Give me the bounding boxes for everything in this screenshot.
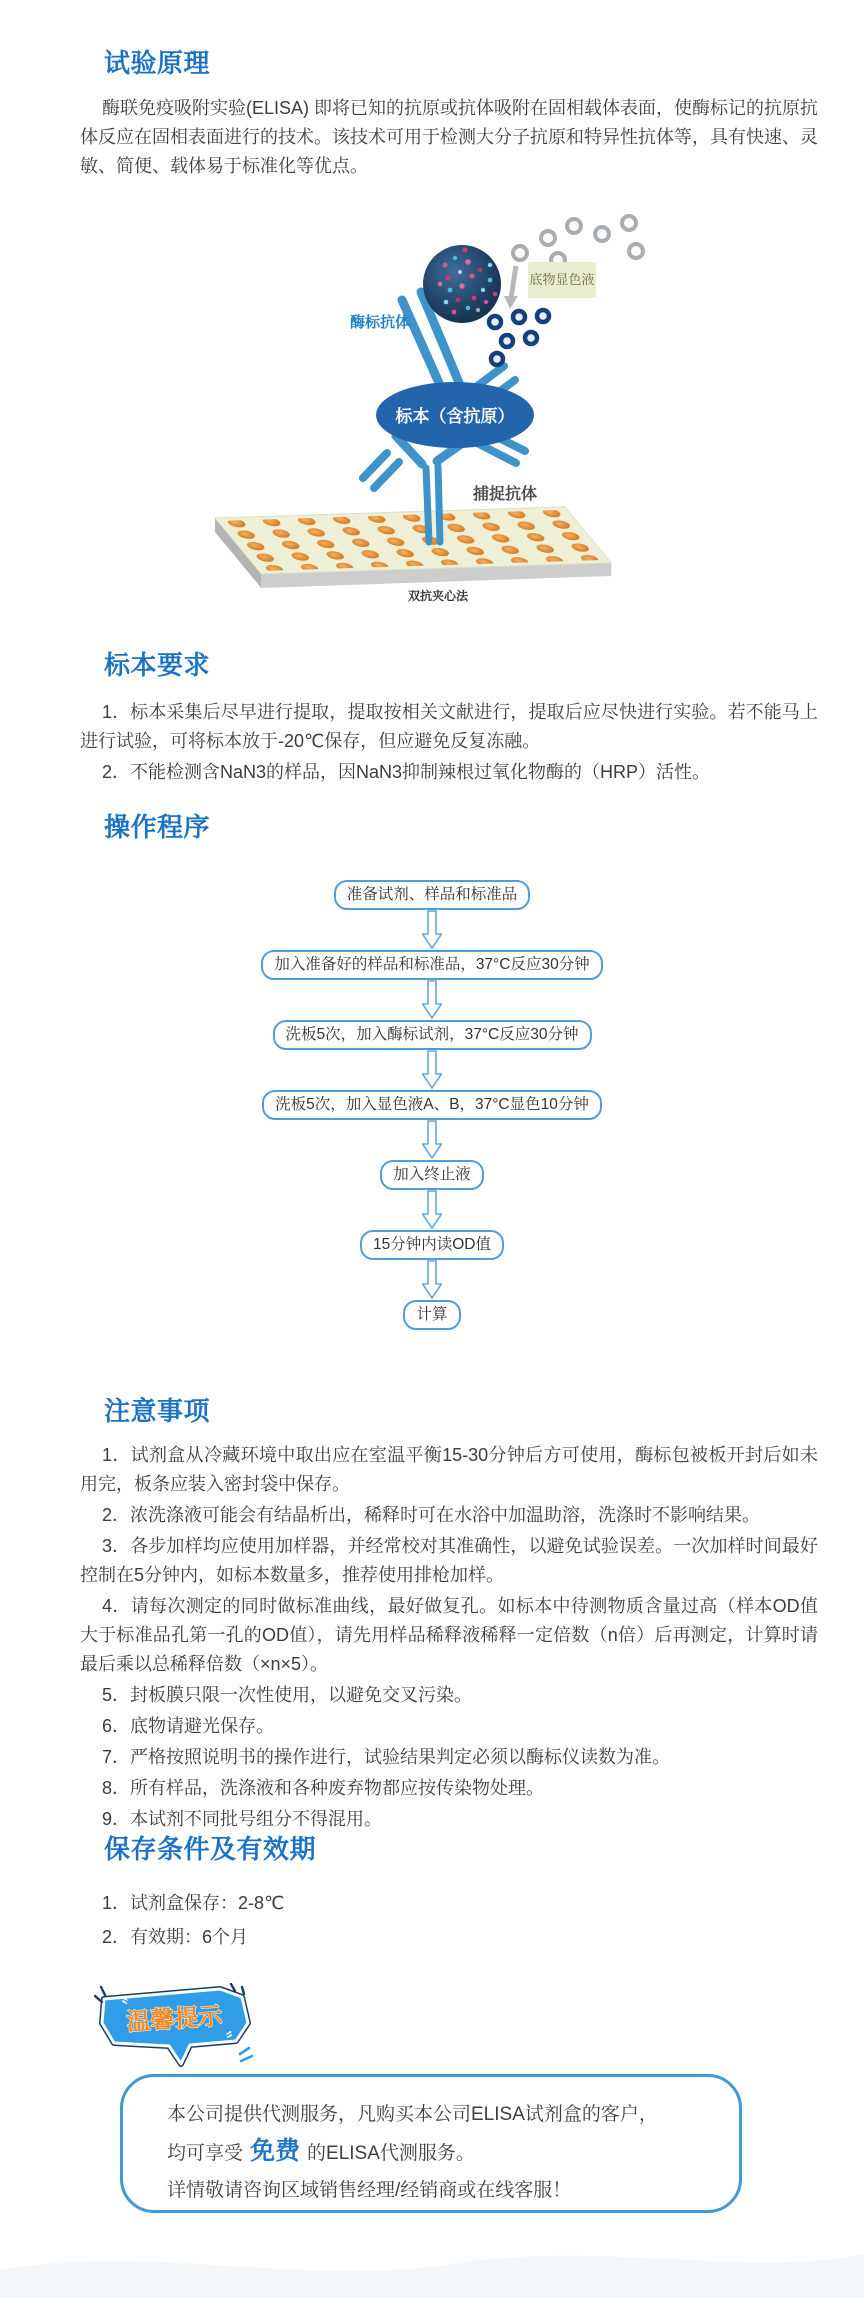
section-heading-storage: 保存条件及有效期: [104, 1834, 317, 1864]
precaution-item: 6．底物请避光保存。: [102, 1716, 275, 1736]
storage-item: 1．试剂盒保存：2-8℃: [102, 1893, 285, 1913]
flow-arrow-down-icon: [422, 1260, 442, 1300]
principle-text: 酶联免疫吸附实验(ELISA) 即将已知的抗原或抗体吸附在固相载体表面，使酶标记的抗原抗体反应在固相表面进行的技术。该技术可用于检测大分子抗原和特异性抗体等，具有快速、灵敏、简便、载体易于标准化等优点。: [80, 98, 819, 176]
microplate: [215, 507, 611, 588]
substrate-label-box: [528, 262, 596, 298]
substrate-arrow-icon: [504, 266, 518, 309]
flow-step: 准备试剂、样品和标准品: [334, 880, 531, 910]
flow-arrow-down-icon: [422, 1050, 442, 1090]
service-line-2-post: 的ELISA代测服务。: [307, 2143, 475, 2164]
section-heading-procedure: 操作程序: [104, 812, 211, 842]
substrate-label: 底物显色液: [529, 272, 595, 287]
warm-tips-badge-label: 温馨提示: [125, 2002, 224, 2037]
precaution-item: 7．严格按照说明书的操作进行，试验结果判定必须以酶标仪读数为准。: [102, 1747, 671, 1767]
capture-antibody-label: 捕捉抗体: [473, 486, 538, 503]
flow-arrow-down-icon: [422, 980, 442, 1020]
service-line-3: 详情敬请咨询区域销售经理/经销商或在线客服！: [167, 2180, 572, 2201]
flow-step: 洗板5次，加入显色液A、B，37°C显色10分钟: [262, 1090, 602, 1120]
flow-arrow-down-icon: [422, 1190, 442, 1230]
storage-item: 2．有效期：6个月: [102, 1927, 249, 1947]
substrate-particles-icon: [513, 216, 643, 267]
free-highlight: 免费: [250, 2137, 301, 2165]
enzyme-antibody-label: 酶标抗体: [350, 314, 411, 331]
section-heading-principle: 试验原理: [104, 48, 211, 78]
precautions-list: [80, 1441, 818, 1836]
diagram-caption: 双抗夹心法: [407, 589, 469, 603]
specimen-item: 1．标本采集后尽早进行提取，提取按相关文献进行，提取后应尽快进行实验。若不能马上进行试验，可将标本放于-20℃保存，但应避免反复冻融。: [80, 702, 818, 751]
precaution-item: 1．试剂盒从冷藏环境中取出应在室温平衡15-30分钟后方可使用，酶标包被板开封后如未用完，板条应装入密封袋中保存。: [80, 1445, 818, 1494]
storage-list: [80, 1886, 780, 1954]
precaution-item: 9．本试剂不同批号组分不得混用。: [102, 1809, 383, 1829]
service-line-1: 本公司提供代测服务，凡购买本公司ELISA试剂盒的客户，: [167, 2104, 658, 2125]
quote-open: 〝: [112, 1998, 129, 2015]
flow-step: 加入终止液: [380, 1160, 484, 1190]
precaution-item: 3．各步加样均应使用加样器，并经常校对其准确性，以避免试验误差。一次加样时间最好控制在5分钟内，如标本数量多，推荐使用排枪加样。: [80, 1536, 818, 1585]
specimen-item: 2．不能检测含NaN3的样品，因NaN3抑制辣根过氧化物酶的（HRP）活性。: [102, 762, 711, 782]
flow-arrow-down-icon: [422, 1120, 442, 1160]
flow-step: 计算: [403, 1300, 460, 1330]
service-notice-box: [120, 2074, 742, 2213]
section-heading-specimen: 标本要求: [104, 650, 211, 680]
specimen-ellipse: [376, 382, 534, 448]
precaution-item: 8．所有样品，洗涤液和各种废弃物都应按传染物处理。: [102, 1778, 545, 1798]
principle-paragraph: [80, 94, 818, 183]
product-particles-icon: [489, 310, 549, 365]
procedure-flowchart: [0, 880, 864, 1330]
service-line-2-pre: 均可享受: [167, 2143, 244, 2164]
warm-tips-badge: [90, 1983, 260, 2083]
flow-step: 洗板5次，加入酶标试剂，37°C反应30分钟: [273, 1020, 592, 1050]
precaution-item: 4．请每次测定的同时做标准曲线，最好做复孔。如标本中待测物质含量过高（样本OD值大于标准品孔第一孔的OD值），请先用样品稀释液稀释一定倍数（n倍）后再测定，计算时请最后乘以总稀释倍数（×n×5）。: [80, 1596, 818, 1674]
section-heading-precautions: 注意事项: [104, 1396, 211, 1426]
quote-close: 〞: [226, 2032, 243, 2049]
flow-arrow-down-icon: [422, 910, 442, 950]
tail-arrow-icon: [240, 2048, 252, 2061]
flow-step: 15分钟内读OD值: [360, 1230, 504, 1260]
specimen-list: [80, 698, 818, 789]
precaution-item: 2．浓洗涤液可能会有结晶析出，稀释时可在水浴中加温助溶，洗涤时不影响结果。: [102, 1505, 761, 1525]
elisa-diagram: [150, 210, 670, 610]
bottom-wave-decoration: [0, 2208, 864, 2298]
flow-step: 加入准备好的样品和标准品，37°C反应30分钟: [261, 950, 602, 980]
precaution-item: 5．封板膜只限一次性使用，以避免交叉污染。: [102, 1685, 473, 1705]
specimen-label: 标本（含抗原）: [395, 407, 515, 426]
enzyme-sphere: [423, 245, 501, 323]
service-line-2: [167, 2133, 739, 2172]
